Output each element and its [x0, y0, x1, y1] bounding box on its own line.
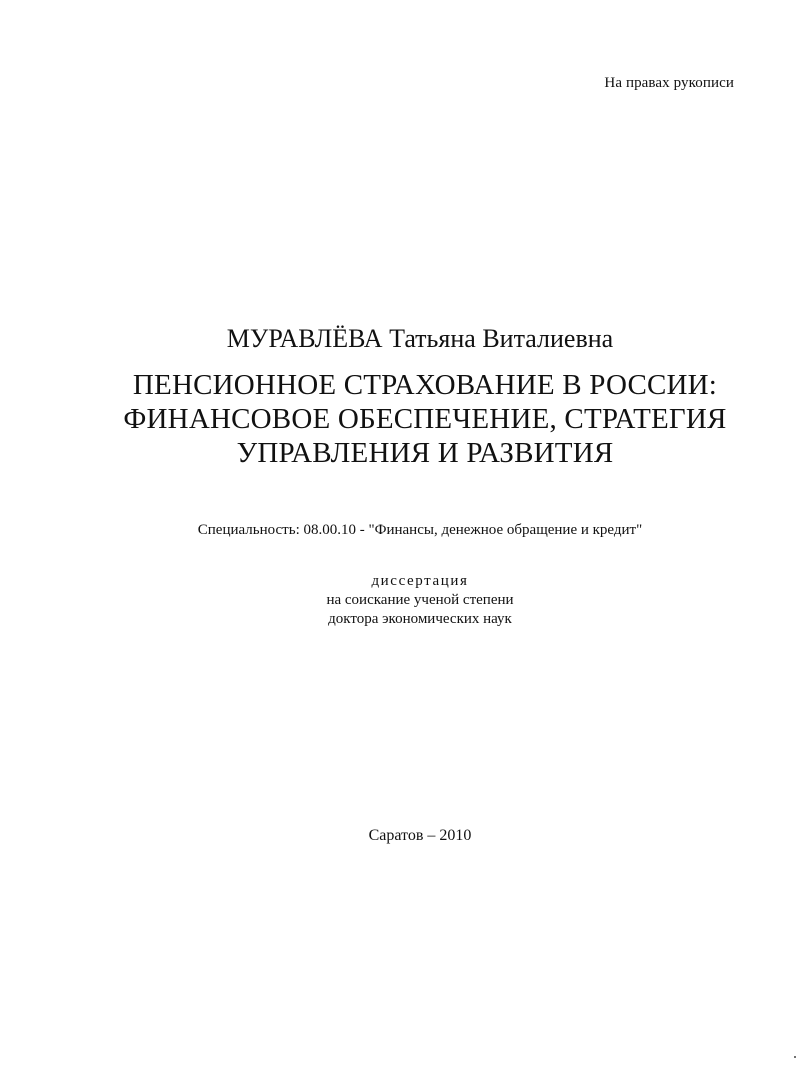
degree-name: доктора экономических наук — [328, 611, 512, 627]
title-line: ФИНАНСОВОЕ ОБЕСПЕЧЕНИЕ, СТРАТЕГИЯ — [123, 403, 727, 435]
title-line: УПРАВЛЕНИЯ И РАЗВИТИЯ — [236, 437, 614, 469]
author-name: МУРАВЛЁВА Татьяна Виталиевна — [226, 324, 614, 353]
work-kind: диссертация — [371, 573, 469, 589]
manuscript-note: На правах рукописи — [604, 75, 734, 91]
dissertation-title — [110, 368, 740, 470]
city-year: Саратов – 2010 — [368, 827, 472, 844]
degree-purpose: на соискание ученой степени — [326, 592, 514, 608]
work-type-block — [0, 572, 798, 629]
scan-speck — [794, 1056, 796, 1058]
title-line: ПЕНСИОННОЕ СТРАХОВАНИЕ В РОССИИ: — [132, 369, 718, 401]
specialty-line: Специальность: 08.00.10 - "Финансы, денежное обращение и кредит" — [197, 522, 643, 538]
